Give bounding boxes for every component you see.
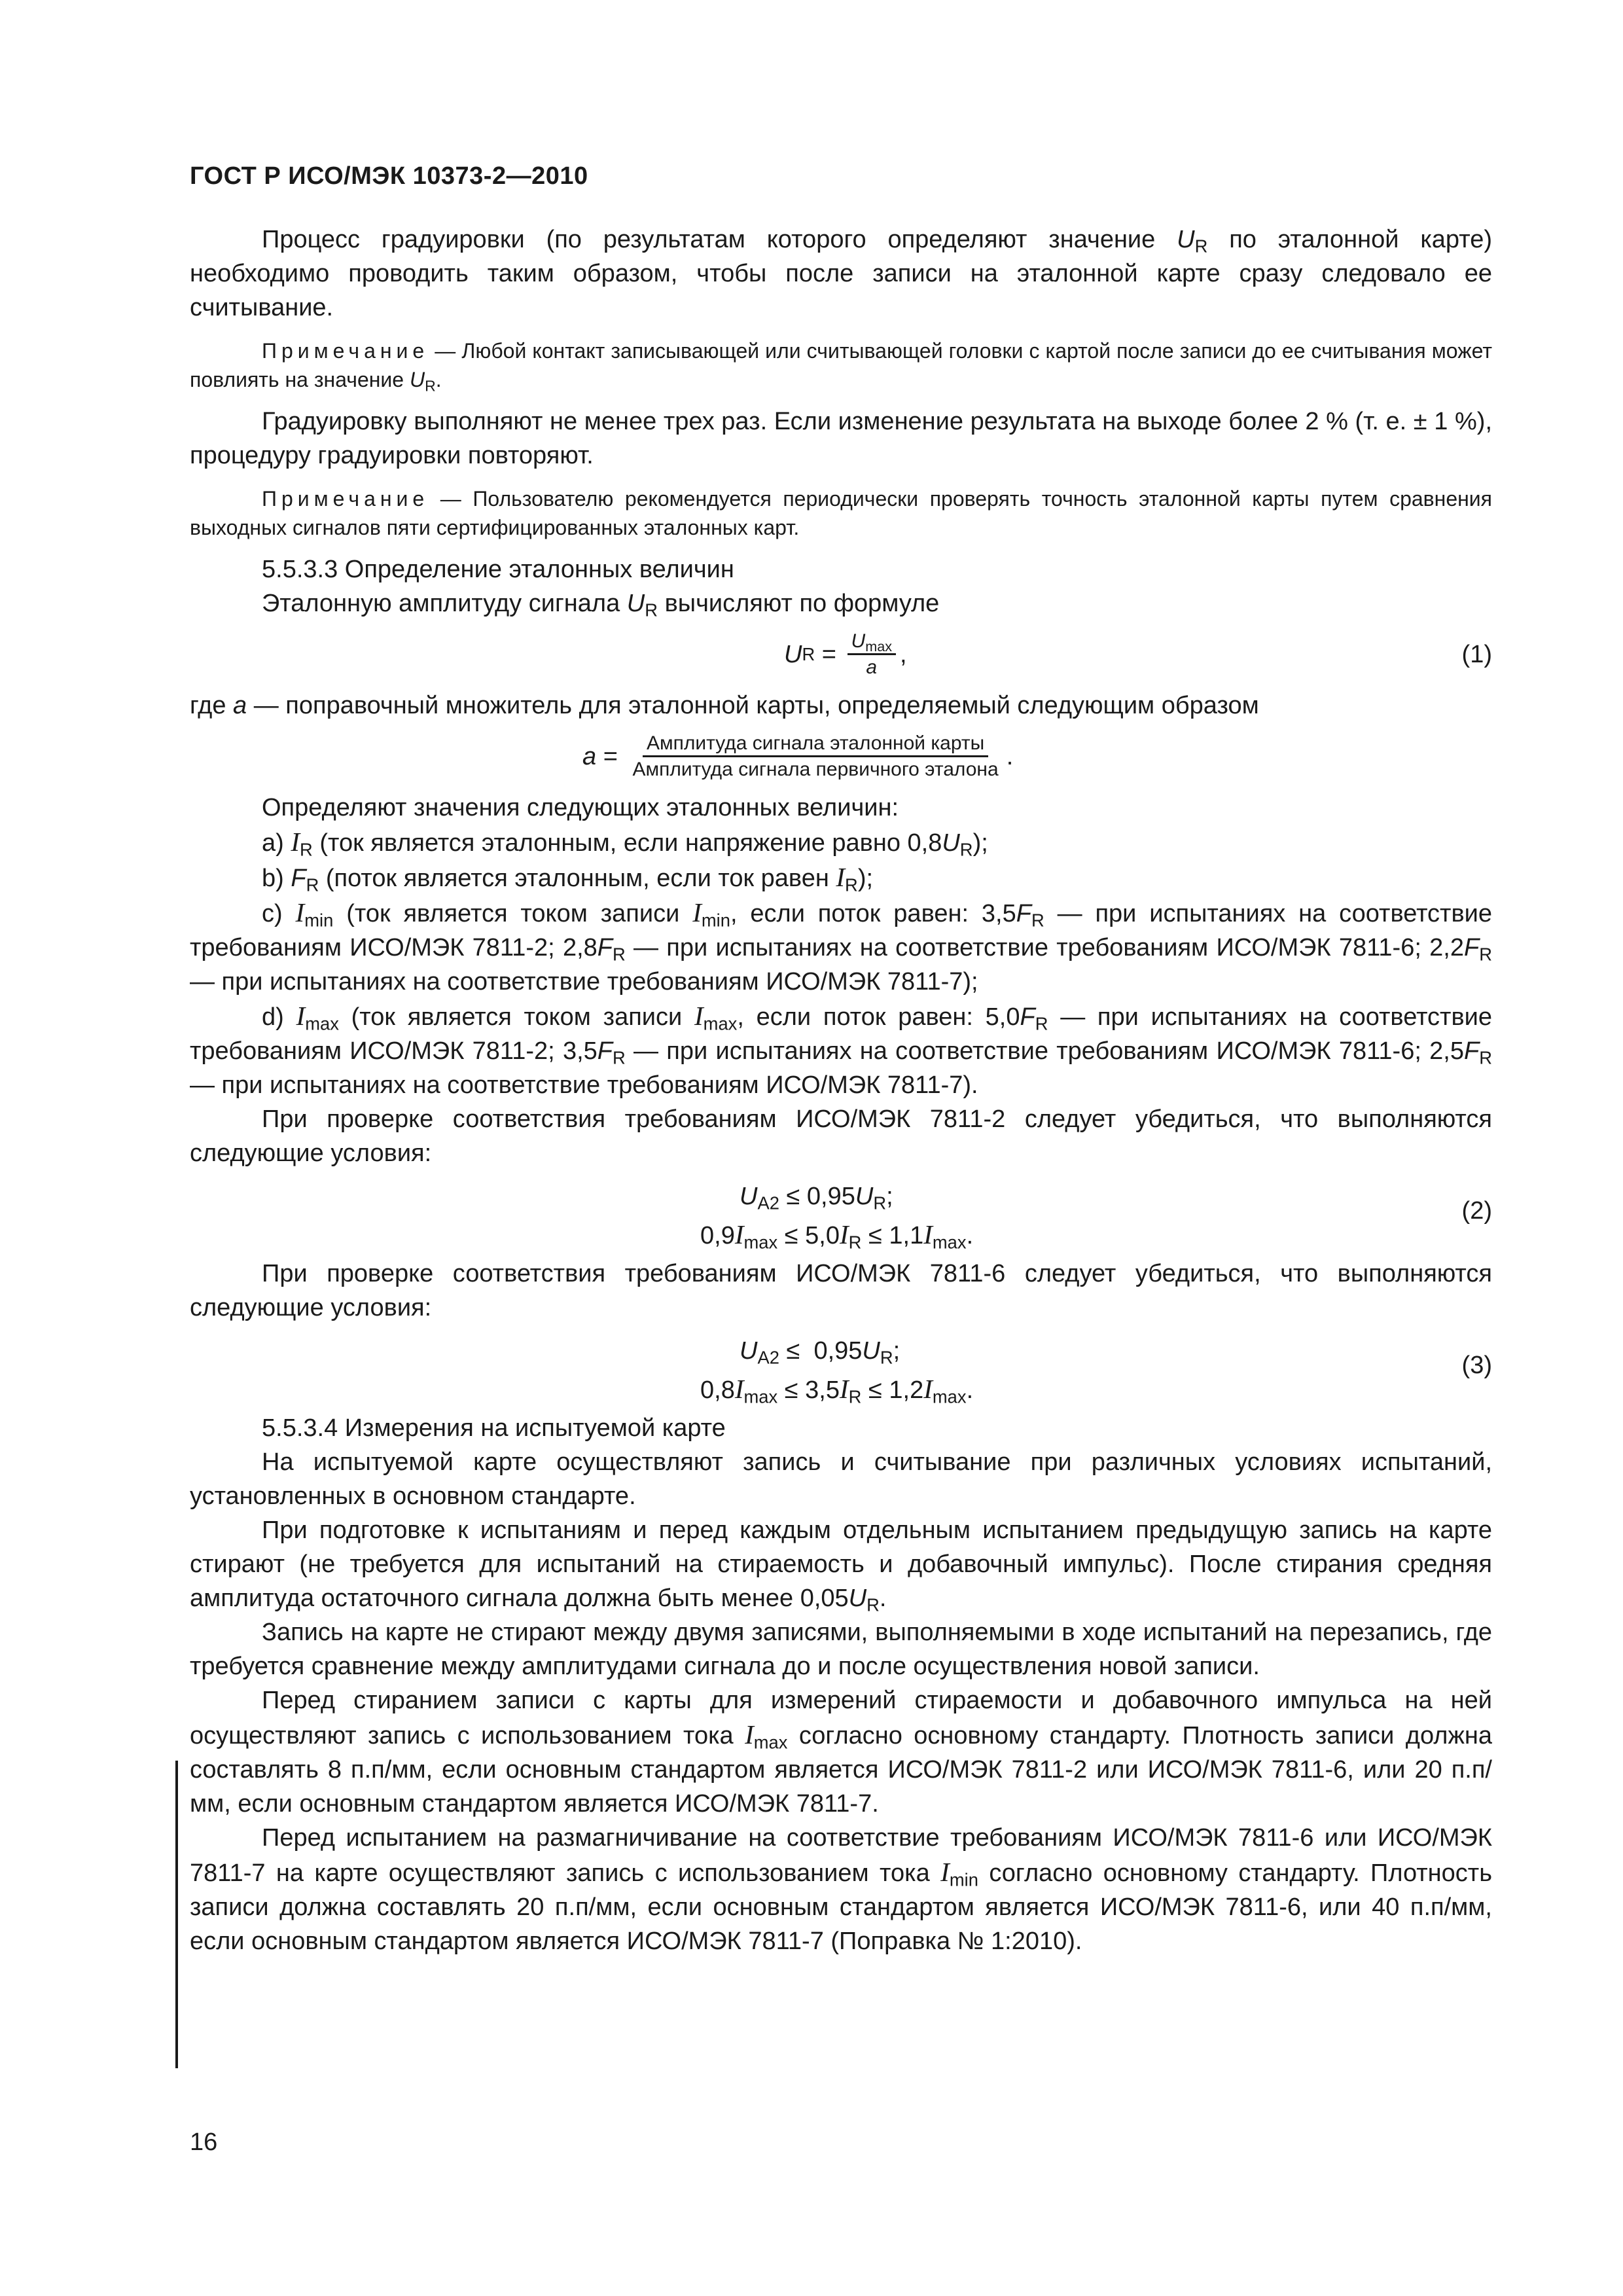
paragraph-check-7811-2: При проверке соответствия требованиям ИСО/МЭК 7811-2 следует убедиться, что выполняются следующие условия:	[190, 1105, 1492, 1167]
paragraph-test-card: На испытуемой карте осуществляют запись и считывание при различных условиях испытаний, установленных в основном стандарте.	[190, 1448, 1492, 1510]
fraction: $\frac{U_{max}}{a}$	[847, 630, 896, 680]
paragraph-repeat: Градуировку выполняют не менее трех раз. Если изменение результата на выходе более 2 % (т. е. ± 1 %), процедуру градуировки повторяют.	[190, 408, 1492, 469]
list-item-c: c) $I_{min}$ (ток является током записи $I_{min}$, если поток равен: $3,5F_R$ — при испытаниях на соответствие требованиям ИСО/МЭК 7811-2; $2,8F_R$ — при испытаниях на соответствие требованиям ИСО/МЭК 7811-6; $2,2F_R$ — при испытаниях на соответствие требованиям ИСО/МЭК 7811-7);	[190, 897, 1493, 996]
section-heading-5-5-3-3: 5.5.3.3 Определение эталонных величин	[262, 556, 734, 583]
paragraph-where: где a — поправочный множитель для эталонной карты, определяемый следующим образом	[190, 692, 1259, 719]
paragraph-calibration: Процесс градуировки (по результатам которого определяют значение $U_R$ по эталонной карте) необходимо проводить таким образом, чтобы после записи на эталонной карте сразу следовало ее считывание.	[190, 226, 1492, 321]
formula-2: $U_{A2} \le 0,95U_R$; $0,9I_{max} \le 5,0I_R \le 1,1I_{max}$. (2)	[700, 1183, 1492, 1253]
paragraph-reference-amplitude: Эталонную амплитуду сигнала $U_R$ вычисляют по формуле	[262, 590, 940, 620]
paragraph-erasability: Перед стиранием записи с карты для измерений стираемости и добавочного импульса на ней осуществляют запись с использованием тока $I_{max}$ согласно основному стандарту. Плотность записи должна составлять 8 п.п/мм, если основным стандартом является ИСО/МЭК 7811-2 или ИСО/МЭК 7811-6, или 20 п.п/мм, если основным стандартом является ИСО/МЭК 7811-7.	[190, 1687, 1492, 1818]
list-item-b: b) $F_R$ (поток является эталонным, если ток равен $I_R$);	[262, 862, 874, 895]
list-intro: Определяют значения следующих эталонных величин:	[262, 794, 899, 821]
document-header: ГОСТ Р ИСО/МЭК 10373-2—2010	[190, 162, 588, 190]
list-item-a: a) $I_R$ (ток является эталонным, если напряжение равно $0,8U_R$);	[262, 827, 988, 860]
formula-number: (1)	[1461, 641, 1492, 668]
section-heading-5-5-3-4: 5.5.3.4 Измерения на испытуемой карте	[262, 1414, 726, 1442]
note-periodic-check: Примечание — Пользователю рекомендуется периодически проверять точность эталонной карты путем сравнения выходных сигналов пяти сертифицированных эталонных карт.	[190, 487, 1492, 539]
formula-3: $U_{A2} \le 0,95U_R$; $0,8I_{max} \le 3,5I_R \le 1,2I_{max}$. (3)	[700, 1337, 1492, 1407]
note-contact: Примечание — Любой контакт записывающей или считывающей головки с картой после записи до ее считывания может повлиять на значение $U_R$.	[190, 339, 1492, 395]
page-number: 16	[190, 2128, 218, 2156]
formula-number: (2)	[1461, 1197, 1492, 1225]
paragraph-check-7811-6: При проверке соответствия требованиям ИСО/МЭК 7811-6 следует убедиться, что выполняются следующие условия:	[190, 1260, 1492, 1321]
paragraph-demagnetization: Перед испытанием на размагничивание на соответствие требованиям ИСО/МЭК 7811-6 или ИСО/МЭК 7811-7 на карте осуществляют запись с использованием тока $I_{min}$ согласно основному стандарту. Плотность записи должна составлять 20 п.п/мм, если основным стандартом является ИСО/МЭК 7811-6, или 40 п.п/мм, если основным стандартом является ИСО/МЭК 7811-7 (Поправка № 1:2010).	[190, 1824, 1492, 1955]
formula-coefficient: a = $\frac{\text{Амплитуда сигнала эталонной карты}}{\text{Амплитуда сигнала первичного эталона}}$ .	[190, 723, 1492, 791]
fraction: $\frac{\text{Амплитуда сигнала эталонной карты}}{\text{Амплитуда сигнала первичного эталона}}$	[632, 732, 999, 780]
paragraph-erase: При подготовке к испытаниям и перед каждым отдельным испытанием предыдущую запись на карте стирают (не требуется для испытаний на стираемость и добавочный импульс). После стирания средняя амплитуда остаточного сигнала должна быть менее $0,05U_R$.	[190, 1516, 1492, 1615]
change-bar	[175, 1761, 178, 2068]
document-body	[190, 223, 1492, 1958]
paragraph-overwrite: Запись на карте не стирают между двумя записями, выполняемыми в ходе испытаний на перезапись, где требуется сравнение между амплитудами сигнала до и после осуществления новой записи.	[190, 1619, 1492, 1680]
formula-1: U R = $\frac{U_{max}}{a}$ , (1)	[190, 620, 1492, 689]
list-item-d: d) $I_{max}$ (ток является током записи $I_{max}$, если поток равен: $5,0F_R$ — при испытаниях на соответствие требованиям ИСО/МЭК 7811-2; $3,5F_R$ — при испытаниях на соответствие требованиям ИСО/МЭК 7811-6; $2,5F_R$ — при испытаниях на соответствие требованиям ИСО/МЭК 7811-7).	[190, 1001, 1492, 1099]
formula-number: (3)	[1461, 1352, 1492, 1379]
